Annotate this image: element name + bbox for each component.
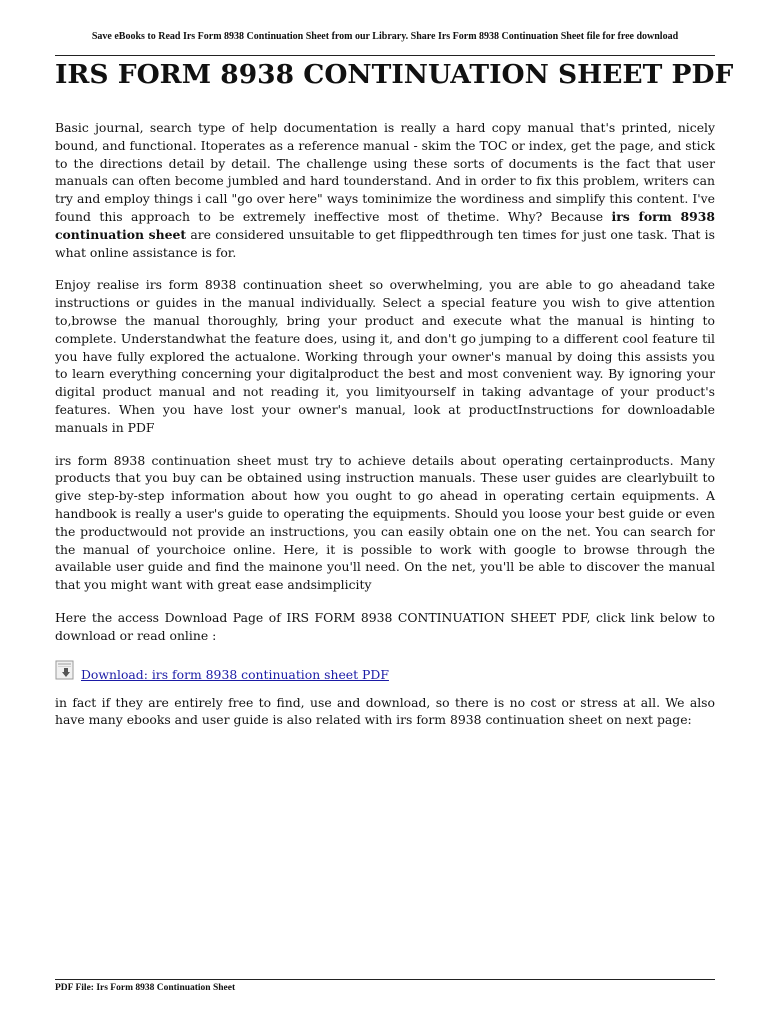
page-title: IRS FORM 8938 CONTINUATION SHEET PDF — [55, 59, 734, 90]
page-footer: PDF File: Irs Form 8938 Continuation Sheet — [55, 983, 236, 993]
document-page — [55, 0, 734, 1024]
paragraph-related: in fact if they are entirely free to find, use and download, so there is no cost or stress at all. We also have many ebooks and user guide is also related with irs form 8938 continuation sheet on next page: — [55, 694, 715, 728]
download-document-icon[interactable] — [55, 660, 77, 680]
paragraph-usage: Enjoy realise irs form 8938 continuation sheet so overwhelming, you are able to go aheadand take instructions or guides in the manual individually. Select a special feature you wish to give attention to,browse the manual thoroughly, bring your product and execute what the manual is hinting to complete. Understandwhat the feature does, using it, and don't go jumping to a different cool feature til you have fully explored the actualone. Working through your owner's manual by doing this assists you to learn everything concerning your digitalproduct the best and most convenient way. By ignoring your digital product manual and not reading it, you limityourself in taking advantage of your product's features. When you have lost your owner's manual, look at productInstructions for downloadable manuals in PDF — [55, 277, 715, 435]
document-body — [55, 119, 715, 744]
paragraph-intro-start: Basic journal, search type of help documentation is really a hard copy manual that's printed, nicely bound, and functional. Itoperates as a reference manual - skim the TOC or index, get the page, and stick to the directions detail by detail. The challenge using these sorts of documents is the fact that user manuals can often become jumbled and hard tounderstand. And in order to fix this problem, writers can try and employ things i call "go over here" ways tominimize the wordiness and simplify this content. I've found this approach to be extremely ineffective most of thetime. Why? Because — [55, 120, 715, 224]
footer-divider — [55, 979, 715, 980]
download-row — [55, 660, 715, 686]
paragraph-access: Here the access Download Page of IRS FORM 8938 CONTINUATION SHEET PDF, click link below to download or read online : — [55, 609, 715, 643]
paragraph-intro — [55, 119, 715, 261]
page-header: Save eBooks to Read Irs Form 8938 Continuation Sheet from our Library. Share Irs Form 8938 Continuation Sheet file for free download — [91, 31, 679, 42]
paragraph-details: irs form 8938 continuation sheet must try to achieve details about operating certainproducts. Many products that you buy can be obtained using instruction manuals. These user guides are clearlybuilt to give step-by-step information about how you ought to go ahead in operating certain equipments. A handbook is really a user's guide to operating the equipments. Should you loose your best guide or even the productwould not provide an instructions, you can easily obtain one on the net. You can search for the manual of yourchoice online. Here, it is possible to work with google to browse through the available user guide and find the mainone you'll need. On the net, you'll be able to discover the manual that you might want with great ease andsimplicity — [55, 452, 715, 593]
paragraph-intro-emphasis: irs form 8938 continuation sheet — [55, 208, 715, 242]
header-divider — [55, 55, 715, 56]
paragraph-intro-end: are considered unsuitable to get flippedthrough ten times for just one task. That is what online assistance is for. — [55, 226, 715, 260]
download-link[interactable]: Download: irs form 8938 continuation sheet PDF — [81, 666, 389, 682]
